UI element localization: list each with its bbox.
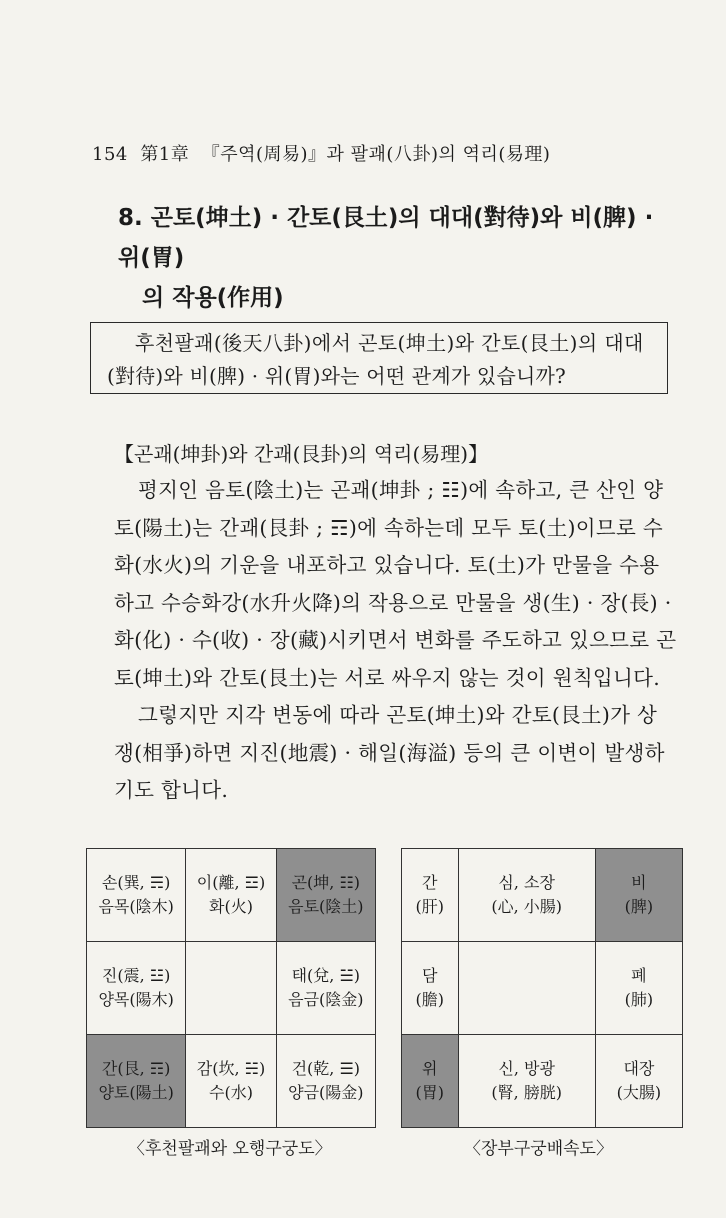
page-header <box>92 140 550 166</box>
section-title-line1: 곤토(坤土) · 간토(艮土)의 대대(對待)와 비(脾) · 위(胃) <box>118 205 654 271</box>
grid-cell-son: 손(巽, ☴) 음목(陰木) <box>87 849 186 942</box>
organ-palace-grid <box>401 848 683 1128</box>
grid-cell-i: 이(離, ☲) 화(火) <box>186 849 276 942</box>
grid-cell-tae: 태(兌, ☱) 음금(陰金) <box>276 942 375 1035</box>
section-title-line2: 의 작용(作用) <box>142 285 284 311</box>
grid-cell-center <box>186 942 276 1035</box>
body-line: 쟁(相爭)하면 지진(地震) · 해일(海溢) 등의 큰 이변이 발생하 <box>114 740 665 765</box>
grid-cell-gam: 감(坎, ☵) 수(水) <box>186 1035 276 1128</box>
body-line: 그렇지만 지각 변동에 따라 곤토(坤土)와 간토(艮土)가 상 <box>138 703 658 727</box>
organ-cell-liver: 간 (肝) <box>402 849 459 942</box>
body-line: 토(坤土)와 간토(艮土)는 서로 싸우지 않는 것이 원칙입니다. <box>114 665 661 690</box>
body-line: 평지인 음토(陰土)는 곤괘(坤卦 ; ☷)에 속하고, 큰 산인 양 <box>138 478 664 502</box>
question-box <box>90 322 668 394</box>
organ-cell-heart: 심, 소장 (心, 小腸) <box>458 849 595 942</box>
body-line: 화(水火)의 기운을 내포하고 있습니다. 토(土)가 만물을 수용 <box>114 553 660 577</box>
grid-cell-gan: 간(艮, ☶) 양토(陽土) <box>87 1035 186 1128</box>
organ-cell-center <box>458 942 595 1035</box>
body-line: 토(陽土)는 간괘(艮卦 ; ☶)에 속하는데 모두 토(土)이므로 수 <box>114 515 664 540</box>
question-line-1: 후천팔괘(後天八卦)에서 곤토(坤土)와 간토(艮土)의 대대 <box>135 331 644 355</box>
organ-cell-gallbladder: 담 (膽) <box>402 942 459 1035</box>
subheading: 【곤괘(坤卦)와 간괘(艮卦)의 역리(易理)】 <box>114 442 489 466</box>
organ-cell-lung: 폐 (肺) <box>595 942 682 1035</box>
right-figure-caption: 〈장부구궁배속도〉 <box>464 1139 613 1159</box>
body-line: 하고 수승화강(水升火降)의 작용으로 만물을 생(生) · 장(長) · <box>114 590 672 615</box>
body-line: 화(化) · 수(收) · 장(藏)시키면서 변화를 주도하고 있으므로 곤 <box>114 628 677 652</box>
organ-cell-large-intestine: 대장 (大腸) <box>595 1035 682 1128</box>
body-text <box>114 472 677 810</box>
question-line-2: (對待)와 비(脾) · 위(胃)와는 어떤 관계가 있습니까? <box>107 364 566 388</box>
later-heaven-trigram-grid <box>86 848 376 1128</box>
left-figure-caption: 〈후천팔괘와 오행구궁도〉 <box>128 1139 332 1159</box>
page-number: 154 <box>92 144 128 165</box>
section-number: 8. <box>118 205 143 231</box>
section-heading <box>118 198 678 318</box>
chapter-label: 第1章 <box>140 144 190 165</box>
body-line: 기도 합니다. <box>114 778 229 802</box>
grid-cell-gon: 곤(坤, ☷) 음토(陰土) <box>276 849 375 942</box>
organ-cell-kidney: 신, 방광 (腎, 膀胱) <box>458 1035 595 1128</box>
grid-cell-geon: 건(乾, ☰) 양금(陽金) <box>276 1035 375 1128</box>
organ-cell-spleen: 비 (脾) <box>595 849 682 942</box>
grid-cell-jin: 진(震, ☳) 양목(陽木) <box>87 942 186 1035</box>
chapter-title: 『주역(周易)』과 팔괘(八卦)의 역리(易理) <box>201 144 551 165</box>
organ-cell-stomach: 위 (胃) <box>402 1035 459 1128</box>
